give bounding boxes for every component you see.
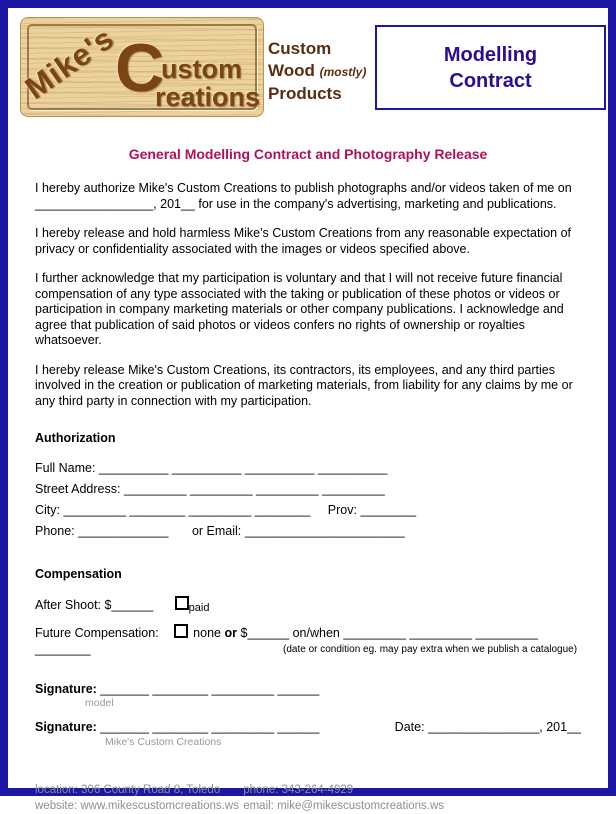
paragraph-voluntary: I further acknowledge that my participation is voluntary and that I will not receive future financial compensation of any type associated with the taking or publication of these photos or videos or participation in company marketing materials or other company publications. I acknowledge and agree that publication of said photos or videos confers no rights of ownership or royalties whatsoever. xyxy=(35,271,564,347)
street-address-blank: _________ _________ _________ _________ xyxy=(123,481,385,496)
amount-blank: ______ xyxy=(247,626,290,640)
future-compensation-label: Future Compensation: xyxy=(35,626,159,640)
document-body xyxy=(35,181,581,814)
amount-prefix: $ xyxy=(240,626,248,640)
email-blank: _______________________ xyxy=(244,523,405,538)
prov-label: Prov: xyxy=(327,502,357,517)
document-header xyxy=(8,8,608,116)
contract-box-line1: Modelling xyxy=(443,43,538,66)
none-label: none xyxy=(193,626,221,640)
footer-location: location: 306 County Road 8, Toledo xyxy=(35,783,221,796)
phone-email-field xyxy=(35,524,581,545)
none-checkbox[interactable] xyxy=(174,624,188,638)
date-blank: ________________ xyxy=(428,720,540,734)
authorization-fields xyxy=(35,461,581,545)
paragraph-authorize: I hereby authorize Mike's Custom Creations to publish photographs and/or videos taken of me on _________________, 201__ for use in the company's advertising, marketing and publications. xyxy=(35,181,572,211)
paragraph-release-privacy: I hereby release and hold harmless Mike's Custom Creations from any reasonable expectation of privacy or confidentiality associated with the images or videos specified above. xyxy=(35,226,571,256)
page-title: General Modelling Contract and Photography Release xyxy=(128,146,488,162)
logo-ustom-text: ustom xyxy=(161,54,242,84)
company-signature-blank: _______ ________ _________ ______ xyxy=(100,720,320,734)
phone-label: Phone: xyxy=(35,523,75,538)
paid-label: paid xyxy=(188,602,210,614)
logo-reations-text: reations xyxy=(155,82,261,112)
date-suffix: , 201__ xyxy=(539,720,581,734)
after-shoot-row xyxy=(35,596,581,612)
signature-label: Signature: xyxy=(35,681,97,696)
contract-box-line2: Contract xyxy=(449,69,532,92)
compensation-heading: Compensation xyxy=(35,566,122,581)
tagline-line2: Wood (mostly) xyxy=(268,61,367,80)
model-signature-row xyxy=(35,682,581,698)
tagline-line1: Custom xyxy=(268,39,332,58)
paid-checkbox[interactable] xyxy=(175,596,189,610)
footer-row-2 xyxy=(35,798,581,814)
street-address-field xyxy=(35,482,581,503)
company-caption: Mike's Custom Creations xyxy=(105,735,222,748)
signature-label: Signature: xyxy=(35,720,97,734)
tagline-mostly: (mostly) xyxy=(319,65,367,79)
or-label: or xyxy=(224,626,237,640)
date-field xyxy=(395,720,581,736)
street-address-label: Street Address: xyxy=(35,481,121,496)
compensation-note: (date or condition eg. may pay extra when we publish a catalogue) xyxy=(283,644,578,655)
paragraph-liability: I hereby release Mike's Custom Creations, its contractors, its employees, and any third parties involved in the creation or publication of marketing materials, from liability for any claims by me or any third party in connection with my participation. xyxy=(35,362,573,408)
logo-mikes-text: Mike's xyxy=(18,20,121,106)
full-name-blank: __________ __________ __________ __________ xyxy=(98,460,388,475)
email-label: or Email: xyxy=(191,523,242,538)
after-shoot-blank: ______ xyxy=(111,598,154,612)
prov-blank: ________ xyxy=(360,502,417,517)
contract-title-box xyxy=(375,25,606,110)
footer-website: website: www.mikescustomcreations.ws xyxy=(35,799,239,812)
wood-logo-plaque xyxy=(20,17,264,117)
city-label: City: xyxy=(35,502,60,517)
company-signature-row xyxy=(35,720,581,736)
authorization-heading: Authorization xyxy=(35,431,116,445)
document-footer xyxy=(35,782,581,814)
phone-blank: _____________ xyxy=(78,523,169,538)
city-blank: _________ ________ _________ ________ xyxy=(63,502,311,517)
model-caption: model xyxy=(85,697,114,709)
after-shoot-label: After Shoot: $ xyxy=(35,598,112,612)
city-prov-field xyxy=(35,503,581,524)
onwhen-label: on/when xyxy=(292,626,340,640)
signature-section xyxy=(35,682,581,749)
footer-email: email: mike@mikescustomcreations.ws xyxy=(243,799,445,812)
model-signature-blank: _______ ________ _________ ______ xyxy=(100,681,320,696)
logo-big-c: C xyxy=(115,30,165,106)
onwhen-blank: _________ _________ _________ ________ xyxy=(35,626,539,656)
full-name-field xyxy=(35,461,581,482)
footer-phone: phone: 343-264-4929 xyxy=(243,783,354,796)
full-name-label: Full Name: xyxy=(35,460,96,475)
date-label: Date: xyxy=(394,720,425,734)
tagline-line3: Products xyxy=(268,84,342,103)
footer-row-1 xyxy=(35,782,581,798)
company-tagline xyxy=(268,38,366,105)
